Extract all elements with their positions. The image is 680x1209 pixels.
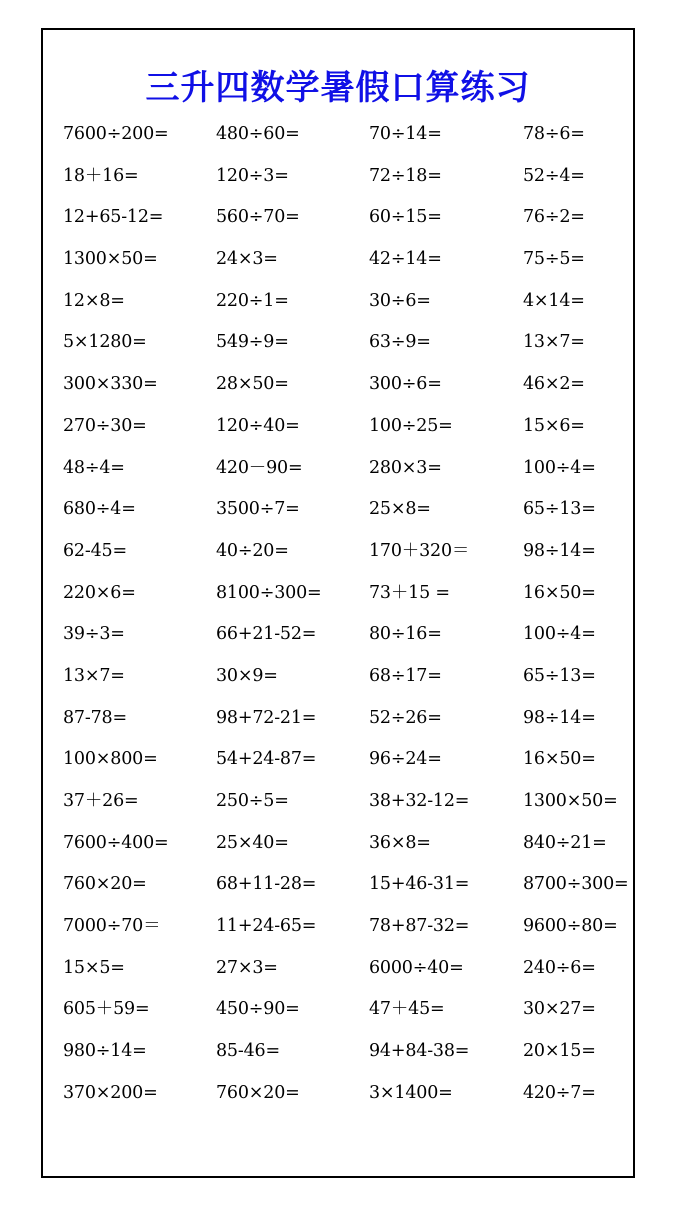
arithmetic-problem: 560÷70= [216,207,300,228]
arithmetic-problem: 18＋16= [63,165,139,186]
arithmetic-problem: 30×9= [216,665,278,686]
arithmetic-problem: 68÷17= [369,665,442,686]
arithmetic-problem: 30×27= [523,999,596,1020]
arithmetic-problem: 100÷4= [523,457,596,478]
arithmetic-problem: 85-46= [216,1041,280,1062]
arithmetic-problem: 8100÷300= [216,582,322,603]
arithmetic-problem: 60÷15= [369,207,442,228]
arithmetic-problem: 270÷30= [63,415,147,436]
arithmetic-problem: 370×200= [63,1082,158,1103]
arithmetic-problem: 120÷3= [216,165,289,186]
arithmetic-problem: 75÷5= [523,249,585,270]
arithmetic-problem: 1300×50= [63,249,158,270]
arithmetic-problem: 42÷14= [369,249,442,270]
arithmetic-problem: 47＋45= [369,999,445,1020]
arithmetic-problem: 52÷4= [523,165,585,186]
problem-grid [63,122,633,1123]
arithmetic-problem: 12+65-12= [63,207,164,228]
arithmetic-problem: 760×20= [216,1082,300,1103]
arithmetic-problem: 120÷40= [216,415,300,436]
arithmetic-problem: 25×40= [216,832,289,853]
arithmetic-problem: 30÷6= [369,290,431,311]
arithmetic-problem: 3×1400= [369,1082,453,1103]
arithmetic-problem: 100÷25= [369,415,453,436]
arithmetic-problem: 240÷6= [523,957,596,978]
arithmetic-problem: 100÷4= [523,624,596,645]
arithmetic-problem: 87-78= [63,707,127,728]
arithmetic-problem: 13×7= [523,332,585,353]
arithmetic-problem: 12×8= [63,290,125,311]
arithmetic-problem: 25×8= [369,499,431,520]
arithmetic-problem: 65÷13= [523,665,596,686]
arithmetic-problem: 480÷60= [216,124,300,144]
arithmetic-problem: 78÷6= [523,124,585,144]
arithmetic-problem: 9600÷80= [523,916,618,937]
arithmetic-problem: 15×5= [63,957,125,978]
arithmetic-problem: 48÷4= [63,457,125,478]
arithmetic-problem: 220×6= [63,582,136,603]
arithmetic-problem: 420－90= [216,457,303,478]
arithmetic-problem: 98÷14= [523,540,596,561]
arithmetic-problem: 80÷16= [369,624,442,645]
arithmetic-problem: 62-45= [63,540,127,561]
arithmetic-problem: 15×6= [523,415,585,436]
arithmetic-problem: 605＋59= [63,999,150,1020]
arithmetic-problem: 28×50= [216,374,289,395]
arithmetic-problem: 68+11-28= [216,874,317,895]
arithmetic-problem: 94+84-38= [369,1041,470,1062]
arithmetic-problem: 96÷24= [369,749,442,770]
arithmetic-problem: 98÷14= [523,707,596,728]
arithmetic-problem: 66+21-52= [216,624,317,645]
arithmetic-problem: 13×7= [63,665,125,686]
arithmetic-problem: 5×1280= [63,332,147,353]
arithmetic-problem: 98+72-21= [216,707,317,728]
arithmetic-problem: 39÷3= [63,624,125,645]
arithmetic-problem: 52÷26= [369,707,442,728]
arithmetic-problem: 980÷14= [63,1041,147,1062]
arithmetic-problem: 27×3= [216,957,278,978]
arithmetic-problem: 8700÷300= [523,874,629,895]
arithmetic-problem: 65÷13= [523,499,596,520]
arithmetic-problem: 450÷90= [216,999,300,1020]
arithmetic-problem: 3500÷7= [216,499,300,520]
arithmetic-problem: 20×15= [523,1041,596,1062]
arithmetic-problem: 760×20= [63,874,147,895]
arithmetic-problem: 680÷4= [63,499,136,520]
arithmetic-problem: 78+87-32= [369,916,470,937]
arithmetic-problem: 7600÷200= [63,124,169,144]
arithmetic-problem: 24×3= [216,249,278,270]
arithmetic-problem: 7000÷70＝ [63,916,161,937]
arithmetic-problem: 54+24-87= [216,749,317,770]
arithmetic-problem: 16×50= [523,749,596,770]
arithmetic-problem: 300×330= [63,374,158,395]
arithmetic-problem: 70÷14= [369,124,442,144]
arithmetic-problem: 1300×50= [523,791,618,811]
arithmetic-problem: 840÷21= [523,832,607,853]
arithmetic-problem: 72÷18= [369,165,442,186]
arithmetic-problem: 73＋15 = [369,582,450,603]
arithmetic-problem: 37＋26= [63,791,139,811]
arithmetic-problem: 280×3= [369,457,442,478]
arithmetic-problem: 549÷9= [216,332,289,353]
arithmetic-problem: 15+46-31= [369,874,470,895]
arithmetic-problem: 220÷1= [216,290,289,311]
worksheet-frame [41,28,635,1178]
arithmetic-problem: 11+24-65= [216,916,317,937]
arithmetic-problem: 250÷5= [216,791,289,811]
arithmetic-problem: 100×800= [63,749,158,770]
arithmetic-problem: 6000÷40= [369,957,464,978]
arithmetic-problem: 170＋320＝ [369,540,470,561]
arithmetic-problem: 4×14= [523,290,585,311]
arithmetic-problem: 7600÷400= [63,832,169,853]
arithmetic-problem: 38+32-12= [369,791,470,811]
arithmetic-problem: 420÷7= [523,1082,596,1103]
arithmetic-problem: 300÷6= [369,374,442,395]
arithmetic-problem: 16×50= [523,582,596,603]
arithmetic-problem: 36×8= [369,832,431,853]
arithmetic-problem: 46×2= [523,374,585,395]
arithmetic-problem: 40÷20= [216,540,289,561]
arithmetic-problem: 63÷9= [369,332,431,353]
arithmetic-problem: 76÷2= [523,207,585,228]
worksheet-title: 三升四数学暑假口算练习 [145,68,531,108]
